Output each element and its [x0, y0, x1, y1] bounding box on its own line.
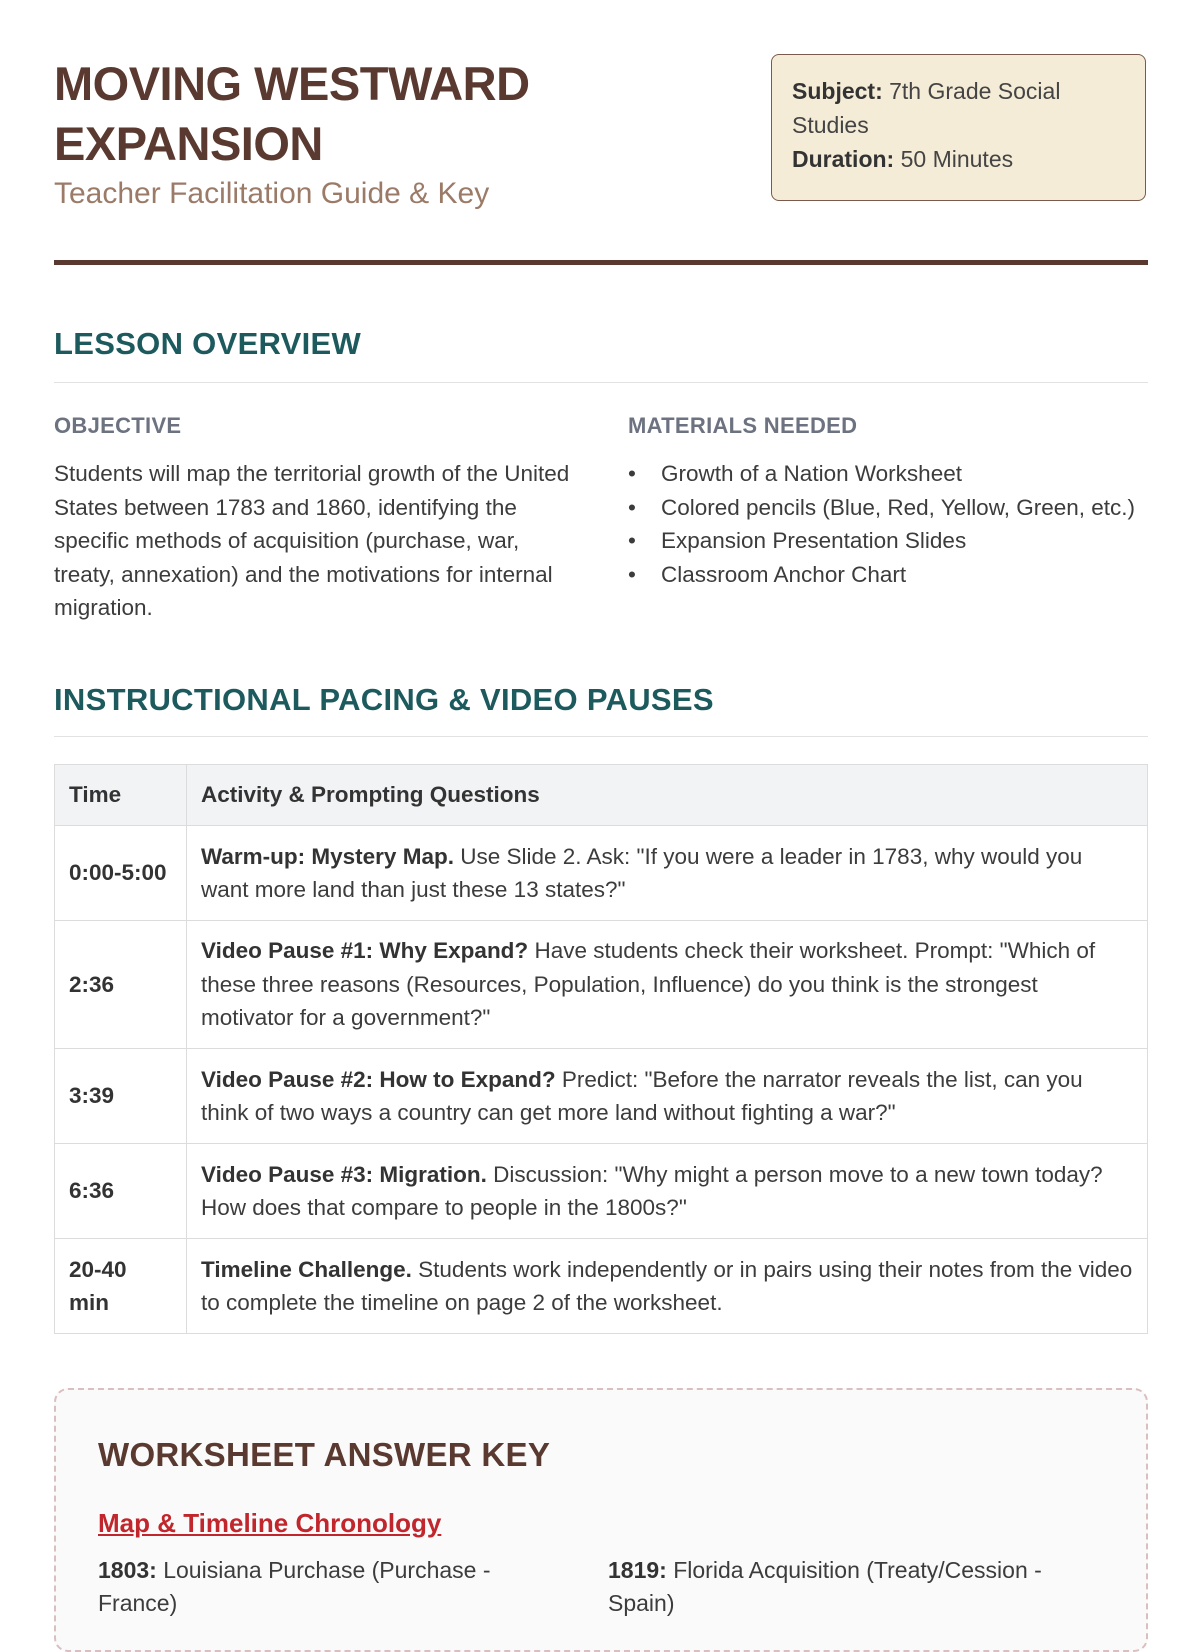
objective-label: OBJECTIVE — [54, 413, 182, 438]
answer-text: Louisiana Purchase (Purchase - France) — [98, 1557, 491, 1616]
table-row — [55, 1239, 1148, 1334]
table-row — [55, 1049, 1148, 1144]
time-cell: 20-40 min — [55, 1239, 187, 1334]
list-item: • Classroom Anchor Chart — [628, 558, 1148, 592]
pacing-table — [54, 764, 1148, 1334]
table-row — [55, 921, 1148, 1049]
page-title — [54, 54, 674, 174]
duration-label: Duration: — [792, 146, 895, 172]
timeline-chronology-subheading: Map & Timeline Chronology — [98, 1508, 442, 1538]
header-divider — [54, 260, 1148, 265]
title-line-2: EXPANSION — [54, 117, 323, 170]
time-cell: 0:00-5:00 — [55, 826, 187, 921]
activity-title: Video Pause #1: Why Expand? — [201, 938, 529, 964]
list-item: • Colored pencils (Blue, Red, Yellow, Green, etc.) — [628, 491, 1148, 525]
lesson-info-box — [771, 54, 1146, 201]
time-cell: 6:36 — [55, 1144, 187, 1239]
subject-line — [792, 74, 1125, 142]
time-column-header: Time — [55, 765, 187, 826]
answer-year: 1803: — [98, 1557, 157, 1583]
activity-cell — [187, 1049, 1148, 1144]
activity-title: Video Pause #3: Migration. — [201, 1161, 487, 1187]
subject-label: Subject: — [792, 78, 883, 104]
pacing-heading: INSTRUCTIONAL PACING & VIDEO PAUSES — [54, 682, 714, 717]
activity-text: Students work independently or in pairs using their notes from the video to complete the timeline on page 2 of the worksheet. — [201, 1256, 1133, 1315]
answer-key-item — [608, 1554, 1068, 1620]
table-row — [55, 1144, 1148, 1239]
page-subtitle: Teacher Facilitation Guide & Key — [54, 177, 490, 210]
document-header — [54, 0, 1148, 270]
duration-line — [792, 142, 1125, 176]
answer-year: 1819: — [608, 1557, 667, 1583]
table-row — [55, 826, 1148, 921]
activity-column-header: Activity & Prompting Questions — [187, 765, 1148, 826]
activity-title: Video Pause #2: How to Expand? — [201, 1066, 556, 1092]
materials-label: MATERIALS NEEDED — [628, 413, 858, 438]
list-item: • Expansion Presentation Slides — [628, 524, 1148, 558]
lesson-overview-heading: LESSON OVERVIEW — [54, 326, 362, 361]
activity-text: Use Slide 2. Ask: "If you were a leader in 1783, why would you want more land than just these 13 states?" — [201, 843, 1083, 902]
title-line-1: MOVING WESTWARD — [54, 57, 530, 110]
materials-list — [628, 457, 1148, 591]
activity-cell — [187, 826, 1148, 921]
activity-title: Timeline Challenge. — [201, 1256, 412, 1282]
answer-key-box — [54, 1388, 1148, 1652]
activity-text: Have students check their worksheet. Prompt: "Which of these three reasons (Resources, Population, Influence) do you think is the strongest motivator for a government?" — [201, 938, 1096, 1031]
answer-key-heading: WORKSHEET ANSWER KEY — [98, 1436, 551, 1473]
duration-value: 50 Minutes — [894, 146, 1014, 172]
table-header-row — [55, 765, 1148, 826]
activity-cell — [187, 1144, 1148, 1239]
activity-title: Warm-up: Mystery Map. — [201, 843, 454, 869]
list-item: • Growth of a Nation Worksheet — [628, 457, 1148, 491]
activity-text: Predict: "Before the narrator reveals the list, can you think of two ways a country can get more land without fighting a war?" — [201, 1066, 1083, 1125]
subject-value: 7th Grade Social Studies — [792, 78, 1061, 138]
answer-key-item — [98, 1554, 558, 1620]
objective-text: Students will map the territorial growth of the United States between 1783 and 1860, identifying the specific methods of acquisition (purchase, war, treaty, annexation) and the motivations for internal migration. — [54, 461, 570, 620]
pacing-divider — [54, 736, 1148, 737]
activity-text: Discussion: "Why might a person move to a new town today? How does that compare to people in the 1800s?" — [201, 1161, 1103, 1220]
lesson-guide-page — [54, 0, 1148, 1616]
time-cell: 3:39 — [55, 1049, 187, 1144]
activity-cell — [187, 921, 1148, 1049]
answer-text: Florida Acquisition (Treaty/Cession - Spain) — [608, 1557, 1042, 1616]
activity-cell — [187, 1239, 1148, 1334]
overview-divider — [54, 382, 1148, 383]
time-cell: 2:36 — [55, 921, 187, 1049]
